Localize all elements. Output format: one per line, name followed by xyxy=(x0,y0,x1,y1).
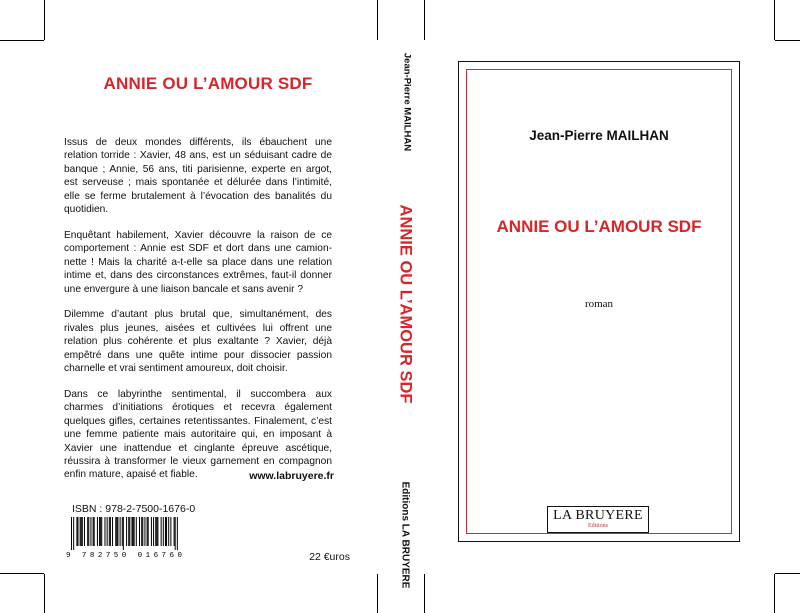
barcode-bar xyxy=(94,517,95,546)
crop-mark xyxy=(424,0,425,40)
barcode-bar xyxy=(170,517,171,546)
publisher-logo-name: LA BRUYERE xyxy=(553,508,643,523)
barcode-bar xyxy=(129,517,130,546)
blurb-paragraph: Dilemme d’autant plus brutal que, simultanément, des rivales plus jeunes, aisées et cultivées lui offrent une relation plus cohérente et plus exaltante ? Xavier, déjà empêtré dans une quête intime pour dissocier passion charnelle et vrai sentiment amoureux, doit choisir. xyxy=(64,309,332,375)
barcode-bar xyxy=(100,517,101,546)
barcode-bar xyxy=(126,517,127,546)
barcode-bar xyxy=(112,517,113,546)
barcode-bar xyxy=(139,517,140,546)
barcode-bar xyxy=(116,517,117,546)
barcode-bar xyxy=(177,517,178,550)
crop-mark xyxy=(424,574,425,613)
spine-author: Jean-Pierre MAILHAN xyxy=(401,52,413,152)
barcode-bar xyxy=(123,517,124,550)
barcode-bar xyxy=(151,517,152,546)
barcode-bars xyxy=(71,517,178,550)
blurb-paragraph: Enquêtant habilement, Xavier découvre la raison de ce comportement : Annie est SDF et dort dans une camion-nette ! Mais la charité a-t-elle sa place dans une relation intime et, dans des circonstances extrêmes, faut-il donner une envergure à une liaison bancale et sans avenir ? xyxy=(64,229,332,295)
barcode-bar xyxy=(144,517,145,546)
barcode-bar xyxy=(155,517,156,546)
spine-publisher: Editions LA BRUYERE xyxy=(399,481,411,589)
barcode-bar xyxy=(166,517,167,546)
blurb-paragraph: Dans ce labyrinthe sentimental, il succombera aux charmes d’initiations érotiques et recevra également quelques gifles, certaines retentissantes. Finalement, c’est une femme patiente mais autoritaire qui, en imposant à Xavier une inattendue et cinglante épreuve ascétique, réussira à transformer le vieux garnement en compagnon enfin mature, apaisé et fiable. xyxy=(64,389,332,481)
barcode-bar xyxy=(141,517,142,546)
barcode-bar xyxy=(109,517,110,546)
back-cover-title: ANNIE OU L’AMOUR SDF xyxy=(103,74,313,93)
barcode-bar xyxy=(122,517,123,546)
barcode-bar xyxy=(104,517,105,546)
barcode-digits: 9 782750 016760 xyxy=(66,552,182,559)
blurb-paragraph: Issus de deux mondes différents, ils ébauchent une relation torride : Xavier, 48 ans, est un séduisant cadre de banque ; Annie, 56 ans, titi parisienne, experte en argot, est serveuse ; mais spontanée et délurée dans l’intimité, elle se ferme brutalement à l’évocation des banalités du quotidien. xyxy=(64,137,332,216)
barcode-bar xyxy=(101,517,102,546)
barcode-bar xyxy=(88,517,89,546)
barcode-bar xyxy=(77,517,78,546)
front-cover-title: ANNIE OU L’AMOUR SDF xyxy=(496,217,702,236)
barcode-bar xyxy=(73,517,74,550)
barcode-bar xyxy=(82,517,83,546)
crop-mark xyxy=(377,0,378,40)
barcode-bar xyxy=(174,517,175,546)
spine-title: ANNIE OU L’AMOUR SDF xyxy=(396,204,415,404)
isbn-text: ISBN : 978-2-7500-1676-0 xyxy=(72,503,196,515)
barcode-bar xyxy=(163,517,164,546)
crop-mark xyxy=(44,574,45,613)
barcode-bar xyxy=(133,517,134,546)
barcode-bar xyxy=(117,517,118,546)
barcode-bar xyxy=(97,517,98,546)
barcode-bar xyxy=(81,517,82,546)
barcode-bar xyxy=(80,517,81,546)
front-cover-genre: roman xyxy=(584,298,614,310)
crop-mark xyxy=(774,574,775,613)
barcode-bar xyxy=(115,517,116,546)
barcode-bar xyxy=(157,517,158,546)
barcode-bar xyxy=(168,517,169,546)
barcode-bar xyxy=(99,517,100,546)
barcode-bar xyxy=(93,517,94,546)
barcode-bar xyxy=(136,517,137,546)
crop-mark xyxy=(377,574,378,613)
barcode-bar xyxy=(175,517,176,550)
barcode-bar xyxy=(131,517,132,546)
barcode-bar xyxy=(84,517,85,546)
barcode-bar xyxy=(165,517,166,546)
crop-mark xyxy=(44,0,45,40)
barcode-bar xyxy=(120,517,121,546)
crop-mark xyxy=(774,0,775,40)
barcode-bar xyxy=(87,517,88,546)
barcode-bar xyxy=(161,517,162,546)
front-cover-author: Jean-Pierre MAILHAN xyxy=(529,128,669,143)
barcode-bar xyxy=(134,517,135,546)
price: 22 €uros xyxy=(309,551,350,563)
barcode-bar xyxy=(76,517,77,546)
crop-mark xyxy=(775,573,800,574)
barcode-bar xyxy=(107,517,108,546)
isbn-barcode xyxy=(65,517,185,559)
barcode-bar xyxy=(71,517,72,550)
publisher-website: www.labruyere.fr xyxy=(249,470,334,482)
barcode-bar xyxy=(110,517,111,546)
barcode-bar xyxy=(142,517,143,546)
barcode-bar xyxy=(90,517,91,546)
barcode-bar xyxy=(148,517,149,546)
back-cover-blurb xyxy=(64,136,332,494)
crop-mark xyxy=(0,40,44,41)
crop-mark xyxy=(775,40,800,41)
barcode-bar xyxy=(153,517,154,546)
barcode-bar xyxy=(156,517,157,546)
barcode-bar xyxy=(128,517,129,546)
publisher-logo-sub: Editions xyxy=(587,523,608,529)
barcode-bar xyxy=(147,517,148,546)
publisher-logo xyxy=(547,506,649,533)
crop-mark xyxy=(0,573,44,574)
